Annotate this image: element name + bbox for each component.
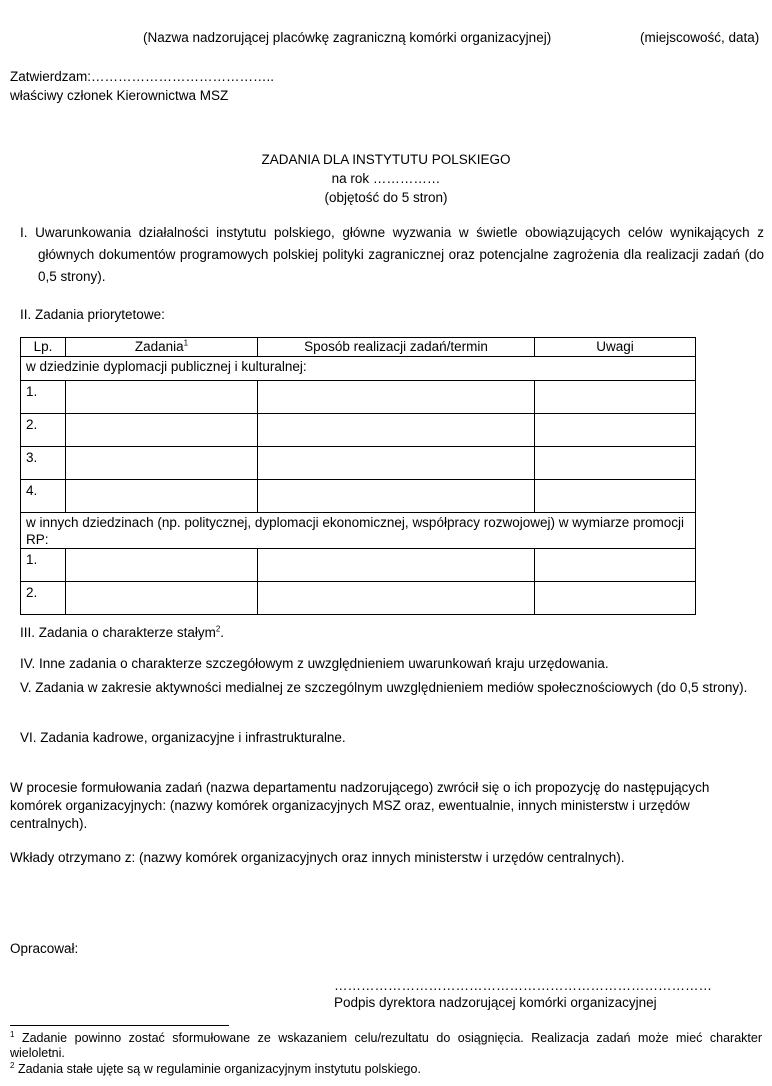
- group-label: w dziedzinie dyplomacji publicznej i kulturalnej:: [21, 357, 696, 381]
- document-volume: (objętość do 5 stron): [324, 190, 448, 205]
- table-row: [21, 414, 696, 447]
- section-6: VI. Zadania kadrowe, organizacyjne i infrastrukturalne.: [20, 730, 346, 745]
- footnote-1: $^1$ Zadanie powinno zostać sformułowane ze wskazaniem celu/rezultatu do osiągnięcia. Realizacja zadań może mieć charakter wieloletni.: [10, 1029, 762, 1060]
- approver-role: właściwy członek Kierownictwa MSZ: [10, 88, 229, 103]
- prepared-by-label: Opracował:: [10, 941, 79, 956]
- row-number: 1.: [21, 381, 66, 414]
- process-paragraph: W procesie formułowania zadań (nazwa departamentu nadzorującego) zwrócił się o ich propozycję do następujących komórek organizacyjnych: (nazwy komórek organizacyjnych MSZ oraz, ewentualnie, innych ministerstw i urzędów centralnych).: [10, 780, 710, 831]
- supervising-unit-name-placeholder: (Nazwa nadzorującej placówkę zagraniczną komórki organizacyjnej): [143, 30, 552, 45]
- footnote-separator: [10, 1025, 229, 1026]
- approval-block: [10, 67, 274, 105]
- footnote-ref-2: 2: [215, 624, 221, 634]
- group-row-public-diplomacy: [21, 357, 696, 381]
- row-number: 2.: [21, 582, 66, 615]
- method-cell[interactable]: [258, 447, 535, 480]
- notes-cell[interactable]: [535, 582, 696, 615]
- approval-line: Zatwierdzam:…………………………………..: [10, 69, 275, 84]
- method-cell[interactable]: [258, 549, 535, 582]
- priority-tasks-table: [20, 337, 696, 615]
- row-number: 4.: [21, 480, 66, 513]
- place-date-placeholder: (miejscowość, data): [640, 30, 760, 45]
- method-cell[interactable]: [258, 381, 535, 414]
- section-2-heading: II. Zadania priorytetowe:: [20, 307, 165, 322]
- method-cell[interactable]: [258, 480, 535, 513]
- group-label: w innych dziedzinach (np. politycznej, dyplomacji ekonomicznej, współpracy rozwojowej) w wymiarze promocji RP:: [21, 513, 696, 549]
- method-cell[interactable]: [258, 582, 535, 615]
- document-year: na rok ……………: [331, 171, 441, 186]
- contributions-paragraph: Wkłady otrzymano z: (nazwy komórek organizacyjnych oraz innych ministerstw i urzędów centralnych).: [10, 850, 625, 865]
- col-header-notes: Uwagi: [535, 338, 696, 357]
- row-number: 3.: [21, 447, 66, 480]
- table-row: [21, 582, 696, 615]
- table-row: [21, 480, 696, 513]
- table-row: [21, 447, 696, 480]
- group-row-other-fields: [21, 513, 696, 549]
- method-cell[interactable]: [258, 414, 535, 447]
- col-header-lp: Lp.: [21, 338, 66, 357]
- table-row: [21, 381, 696, 414]
- task-cell[interactable]: [66, 447, 258, 480]
- task-cell[interactable]: [66, 549, 258, 582]
- section-3: III. Zadania o charakterze stałym$^2$.: [20, 624, 225, 640]
- footnote-2: $^2$ Zadania stałe ujęte są w regulaminie organizacyjnym instytutu polskiego.: [10, 1060, 421, 1076]
- col-header-method: Sposób realizacji zadań/termin: [258, 338, 535, 357]
- signature-caption: Podpis dyrektora nadzorującej komórki organizacyjnej: [334, 995, 657, 1010]
- table-header-row: [21, 338, 696, 357]
- notes-cell[interactable]: [535, 549, 696, 582]
- row-number: 1.: [21, 549, 66, 582]
- section-4: IV. Inne zadania o charakterze szczegółowym z uwzględnieniem uwarunkowań kraju urzędowania.: [20, 656, 609, 671]
- col-header-tasks: Zadania$^1$: [66, 338, 258, 357]
- table-row: [21, 549, 696, 582]
- notes-cell[interactable]: [535, 381, 696, 414]
- task-cell[interactable]: [66, 480, 258, 513]
- signature-line: …………………………………………………………………………: [334, 978, 712, 993]
- footnote-ref-1: 1: [183, 338, 189, 348]
- notes-cell[interactable]: [535, 414, 696, 447]
- task-cell[interactable]: [66, 414, 258, 447]
- notes-cell[interactable]: [535, 480, 696, 513]
- notes-cell[interactable]: [535, 447, 696, 480]
- document-title-block: [0, 150, 772, 207]
- row-number: 2.: [21, 414, 66, 447]
- task-cell[interactable]: [66, 582, 258, 615]
- section-1: I. Uwarunkowania działalności instytutu polskiego, główne wyzwania w świetle obowiązujących celów wynikających z głównych dokumentów programowych polskiej polityki zagranicznej oraz potencjalne zagrożenia dla realizacji zadań (do 0,5 strony).: [20, 225, 764, 284]
- task-cell[interactable]: [66, 381, 258, 414]
- document-title: ZADANIA DLA INSTYTUTU POLSKIEGO: [261, 152, 511, 167]
- section-5: V. Zadania w zakresie aktywności medialnej ze szczególnym uwzględnieniem mediów społecznościowych (do 0,5 strony).: [20, 680, 748, 695]
